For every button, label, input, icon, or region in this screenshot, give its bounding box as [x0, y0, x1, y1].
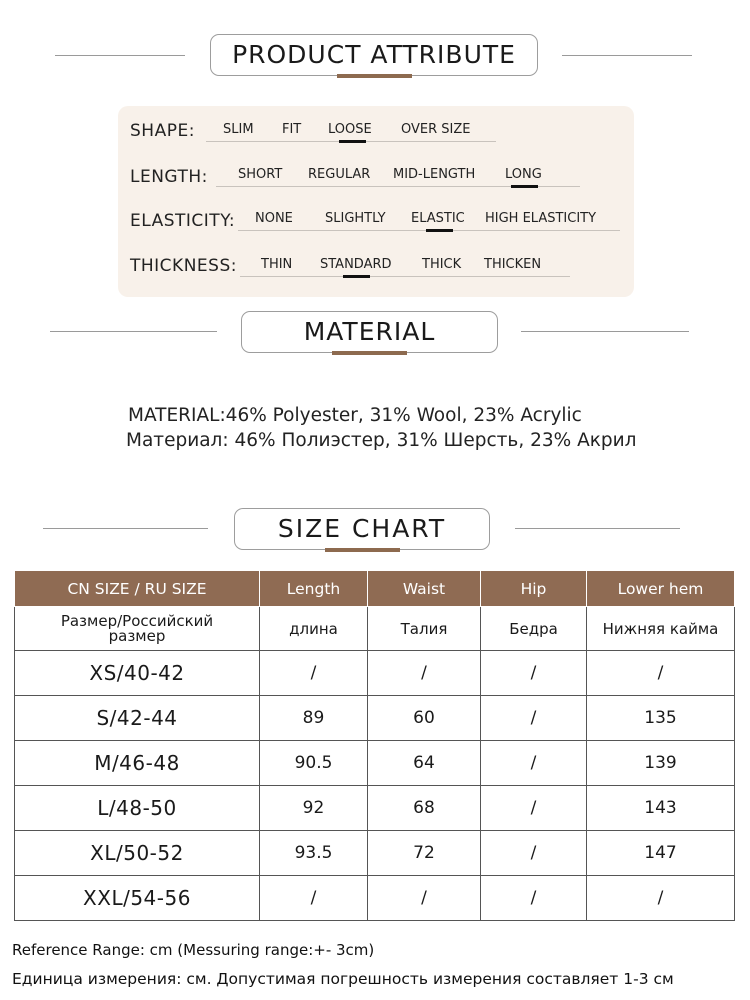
attr-option: SLIM — [223, 122, 254, 137]
table-subheader-cell: Нижняя кайма — [587, 607, 735, 651]
table-cell: 93.5 — [260, 831, 368, 876]
table-cell-size: XL/50-52 — [15, 831, 260, 876]
divider-line — [515, 528, 680, 529]
section-title-underline — [332, 351, 407, 355]
table-subheader-text: Размер/Российский размер — [60, 611, 214, 645]
table-row — [15, 651, 735, 696]
table-header-row — [15, 571, 735, 607]
table-cell-size: XS/40-42 — [15, 651, 260, 696]
attr-label-thickness: THICKNESS: — [130, 256, 237, 276]
divider-line — [55, 55, 185, 56]
table-cell: 143 — [587, 786, 735, 831]
attr-option: NONE — [255, 211, 293, 226]
attr-option: SHORT — [238, 167, 283, 182]
divider-line — [50, 331, 217, 332]
table-cell: / — [368, 651, 481, 696]
section-title-underline — [325, 548, 400, 552]
table-cell-size: XXL/54-56 — [15, 876, 260, 921]
attr-option: OVER SIZE — [401, 122, 471, 137]
table-cell: / — [587, 876, 735, 921]
table-header-cell: CN SIZE / RU SIZE — [15, 571, 260, 607]
attr-option: REGULAR — [308, 167, 371, 182]
attr-selected-marker — [511, 185, 538, 188]
table-cell-size: S/42-44 — [15, 696, 260, 741]
table-cell: 139 — [587, 741, 735, 786]
table-cell: 60 — [368, 696, 481, 741]
attr-option-selected: LONG — [505, 167, 542, 182]
table-cell: / — [481, 876, 587, 921]
size-chart-table — [14, 570, 735, 921]
table-cell: / — [260, 651, 368, 696]
table-cell: / — [368, 876, 481, 921]
section-title-product-attribute: PRODUCT ATTRIBUTE — [210, 34, 538, 76]
attr-option-selected: LOOSE — [328, 122, 372, 137]
attr-selected-marker — [426, 229, 453, 232]
table-subheader-row — [15, 607, 735, 651]
material-text-en: MATERIAL:46% Polyester, 31% Wool, 23% Acrylic — [128, 405, 582, 426]
section-title-material: MATERIAL — [241, 311, 498, 353]
reference-note-ru: Единица измерения: см. Допустимая погрешность измерения составляет 1-3 см — [12, 970, 674, 988]
attr-baseline — [240, 276, 570, 277]
table-row — [15, 786, 735, 831]
attr-selected-marker — [339, 140, 366, 143]
section-title-underline — [337, 74, 412, 78]
attr-option: MID-LENGTH — [393, 167, 476, 182]
table-subheader-cell: Бедра — [481, 607, 587, 651]
table-header-cell: Waist — [368, 571, 481, 607]
attr-option-selected: STANDARD — [320, 257, 392, 272]
attr-label-shape: SHAPE: — [130, 121, 195, 141]
table-cell: 89 — [260, 696, 368, 741]
attribute-panel — [118, 106, 634, 297]
table-header-cell: Hip — [481, 571, 587, 607]
table-cell: 90.5 — [260, 741, 368, 786]
table-row — [15, 696, 735, 741]
table-cell: 147 — [587, 831, 735, 876]
attr-option: THICKEN — [484, 257, 542, 272]
table-cell: / — [481, 696, 587, 741]
table-cell-size: M/46-48 — [15, 741, 260, 786]
table-cell: / — [481, 651, 587, 696]
table-header-cell: Length — [260, 571, 368, 607]
table-cell: 92 — [260, 786, 368, 831]
section-title-size-chart: SIZE CHART — [234, 508, 490, 550]
divider-line — [562, 55, 692, 56]
material-text-ru: Материал: 46% Полиэстер, 31% Шерсть, 23% Акрил — [126, 430, 637, 451]
table-cell: / — [587, 651, 735, 696]
table-cell: / — [481, 741, 587, 786]
attr-option: THIN — [261, 257, 293, 272]
table-cell: 135 — [587, 696, 735, 741]
divider-line — [43, 528, 208, 529]
attr-option: HIGH ELASTICITY — [485, 211, 597, 226]
table-header-cell: Lower hem — [587, 571, 735, 607]
attr-label-length: LENGTH: — [130, 167, 208, 187]
table-subheader-cell: Талия — [368, 607, 481, 651]
attr-option-selected: ELASTIC — [411, 211, 465, 226]
table-row — [15, 831, 735, 876]
table-cell: / — [481, 831, 587, 876]
attr-label-elasticity: ELASTICITY: — [130, 211, 236, 231]
table-row — [15, 741, 735, 786]
reference-note-en: Reference Range: cm (Messuring range:+- 3cm) — [12, 941, 375, 959]
table-cell-size: L/48-50 — [15, 786, 260, 831]
divider-line — [521, 331, 689, 332]
attr-selected-marker — [343, 275, 370, 278]
table-subheader-cell: длина — [260, 607, 368, 651]
table-cell: 72 — [368, 831, 481, 876]
table-cell: 68 — [368, 786, 481, 831]
attr-option: FIT — [282, 122, 302, 137]
table-subheader-cell — [15, 607, 260, 651]
attr-option: SLIGHTLY — [325, 211, 386, 226]
table-cell: / — [481, 786, 587, 831]
table-cell: 64 — [368, 741, 481, 786]
table-row — [15, 876, 735, 921]
attr-option: THICK — [422, 257, 462, 272]
table-cell: / — [260, 876, 368, 921]
